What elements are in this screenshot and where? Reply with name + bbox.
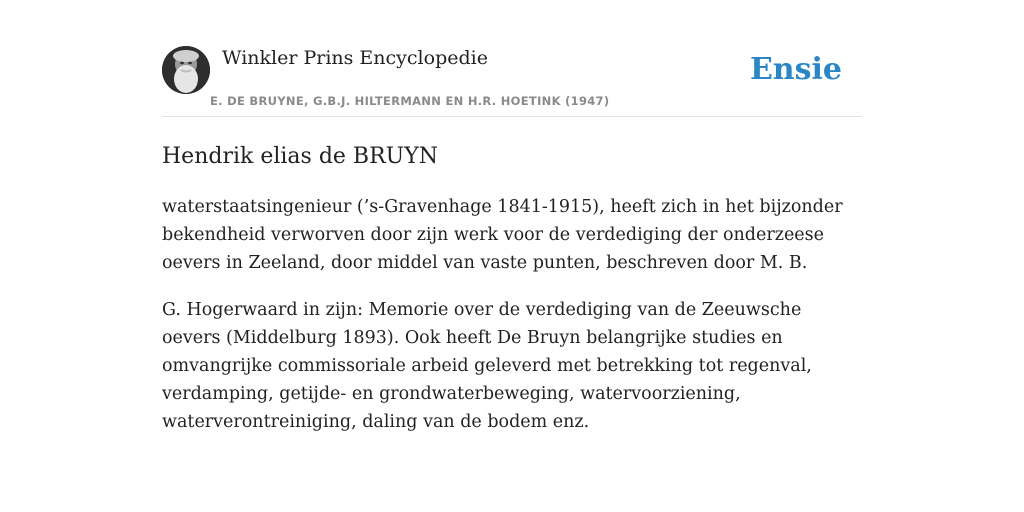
portrait-avatar-icon xyxy=(162,46,210,94)
site-title[interactable]: Winkler Prins Encyclopedie xyxy=(222,47,488,69)
entry-title: Hendrik elias de BRUYN xyxy=(162,144,438,169)
entry-paragraph: waterstaatsingenieur (’s-Gravenhage 1841-1915), heeft zich in het bijzonder bekendheid verworven door zijn werk voor de verdediging der onderzeese oevers in Zeeland, door middel van vaste punten, beschreven door M. B. xyxy=(162,197,843,273)
header xyxy=(162,46,862,117)
ensie-logo-link[interactable]: Ensie xyxy=(749,52,842,87)
entry-paragraph: G. Hogerwaard in zijn: Memorie over de verdediging van de Zeeuwsche oevers (Middelburg 1893). Ook heeft De Bruyn belangrijke studies en omvangrijke commissoriale arbeid geleverd met betrekking tot regenval, verdamping, getijde- en grondwaterbeweging, watervoorziening, waterverontreiniging, daling van de bodem enz. xyxy=(162,300,812,432)
author-byline: E. DE BRUYNE, G.B.J. HILTERMANN EN H.R. HOETINK (1947) xyxy=(210,94,610,108)
avatar xyxy=(162,46,210,94)
page xyxy=(162,0,862,436)
